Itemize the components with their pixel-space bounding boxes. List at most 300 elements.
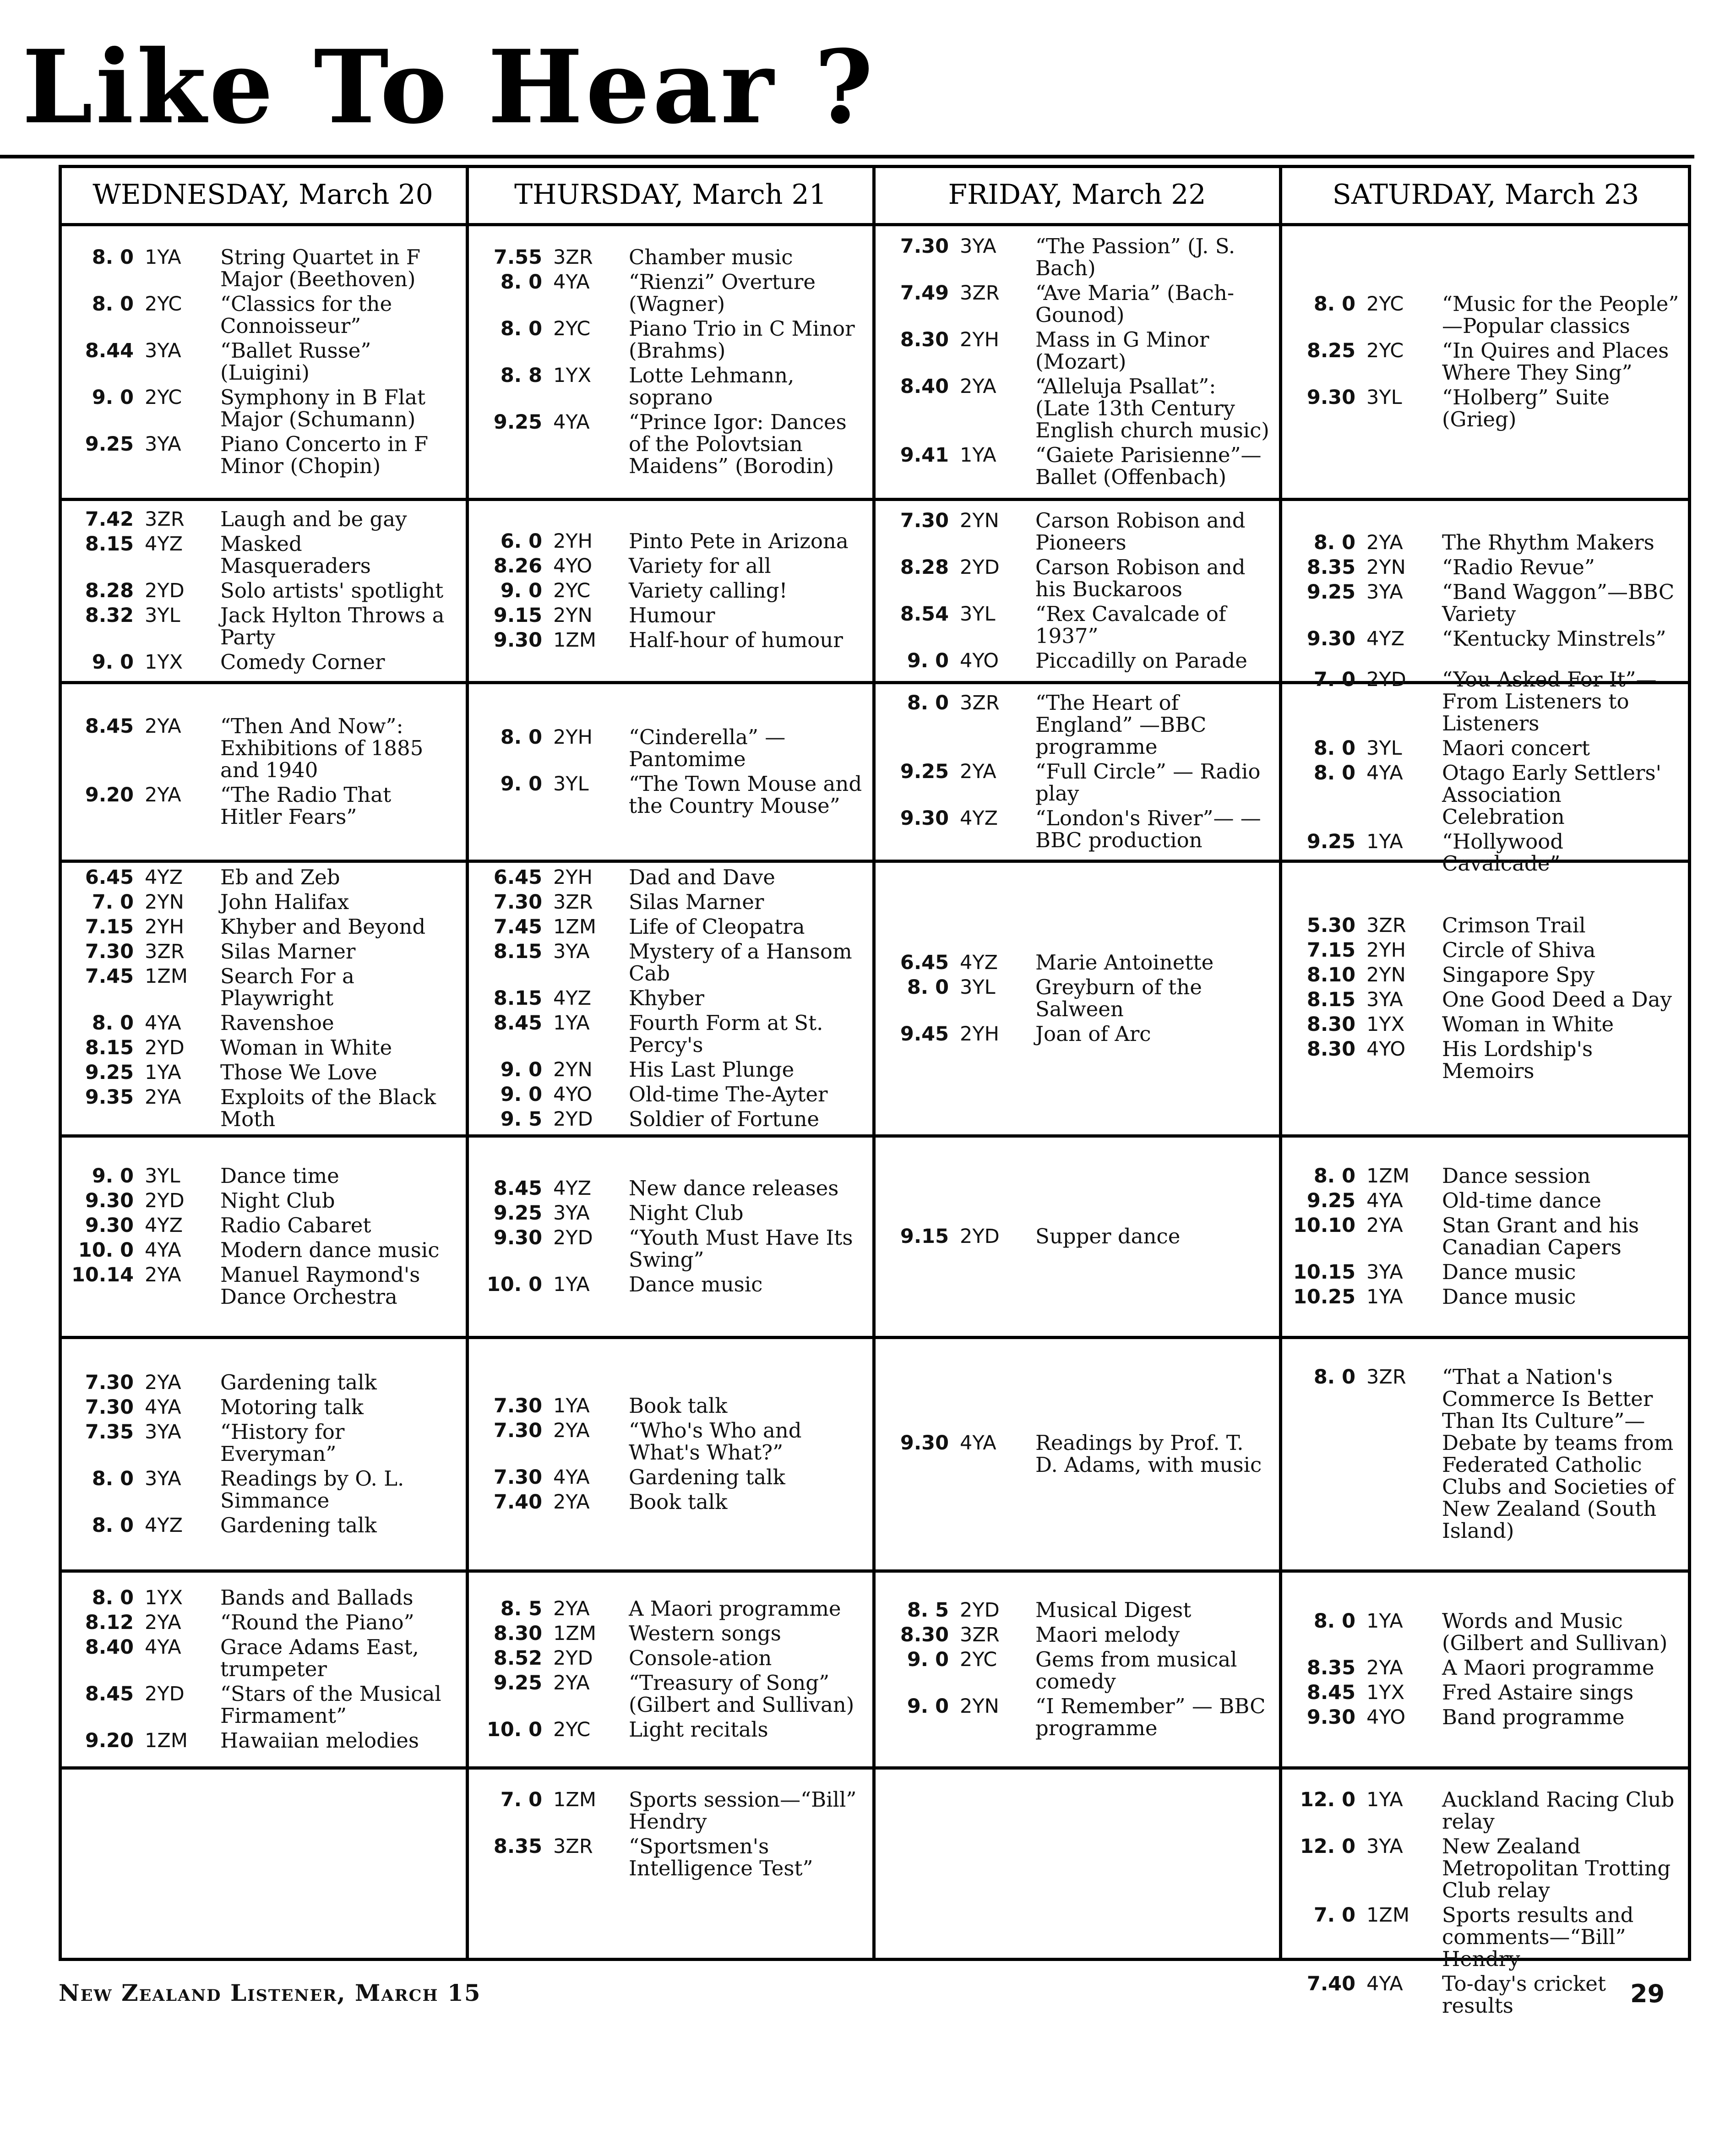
schedule-entry [1287,1682,1685,1704]
schedule-entry [1287,293,1685,337]
program-title: Singapore Spy [1442,963,1595,987]
station-code: 3YL [960,603,996,626]
station-code: 2YC [1366,339,1404,362]
program-title: Fourth Form at St. Percy's [629,1011,823,1057]
schedule-entry [473,941,867,985]
broadcast-time: 8.30 [1306,1038,1355,1061]
program-title: Radio Cabaret [220,1213,371,1237]
program-title: Khyber and Beyond [220,915,426,939]
broadcast-time: 8. 0 [92,1586,134,1609]
program-title: Stan Grant and his Canadian Capers [1442,1213,1639,1259]
station-code: 3YA [1366,1835,1403,1858]
program-title: “Gaiete Parisienne”—Ballet (Offenbach) [1035,443,1262,489]
station-code: 3ZR [960,282,1000,305]
schedule-cell [61,1770,464,1958]
broadcast-time: 8. 8 [500,364,542,387]
broadcast-time: 9.30 [900,807,949,830]
program-title: New dance releases [629,1176,839,1200]
broadcast-time: 7.45 [85,965,134,988]
schedule-entry [65,533,461,577]
schedule-entry [880,952,1274,974]
station-code: 4YA [960,1432,996,1454]
broadcast-time: 10.10 [1293,1214,1355,1237]
schedule-entry [65,1683,461,1727]
station-code: 1YA [960,444,996,467]
broadcast-time: 9. 0 [907,1648,949,1671]
broadcast-time: 8.15 [493,940,542,963]
schedule-entry [473,530,867,552]
program-title: His Last Plunge [629,1057,795,1082]
broadcast-time: 7.30 [493,1419,542,1442]
broadcast-time: 8.35 [1306,556,1355,579]
program-title: Motoring talk [220,1395,364,1419]
broadcast-time: 8.15 [493,987,542,1010]
broadcast-time: 7.45 [493,915,542,938]
schedule-entry [880,444,1274,488]
broadcast-time: 8.25 [1306,339,1355,362]
broadcast-time: 9.30 [85,1189,134,1212]
station-code: 2YN [960,509,999,532]
station-code: 3ZR [553,891,593,914]
program-title: Silas Marner [629,890,764,914]
program-title: “You Asked For It”— From Listeners to Listeners [1442,667,1657,735]
schedule-cell [876,1574,1278,1765]
day-header: SATURDAY, March 23 [1332,179,1639,211]
program-title: Readings by Prof. T. D. Adams, with music [1035,1431,1262,1477]
broadcast-time: 8.40 [85,1636,134,1659]
station-code: 1ZM [553,629,596,652]
program-title: “Classics for the Connoisseur” [220,292,392,338]
station-code: 2YD [553,1108,593,1131]
program-title: Night Club [629,1201,744,1225]
schedule-entry [473,629,867,651]
station-code: 3YL [960,976,996,999]
station-code: 4YO [960,649,999,672]
broadcast-time: 8. 0 [500,317,542,340]
schedule-entry [65,1215,461,1236]
program-title: Comedy Corner [220,650,385,674]
station-code: 2YC [553,317,591,340]
broadcast-time: 8. 0 [1313,737,1355,760]
program-title: A Maori programme [1442,1656,1654,1680]
station-code: 3YA [1366,988,1403,1011]
schedule-entry [65,1190,461,1212]
station-code: 1ZM [553,1622,596,1645]
program-title: Exploits of the Black Moth [220,1085,436,1131]
schedule-entry [1287,532,1685,554]
broadcast-time: 8.45 [85,715,134,738]
row-divider [59,1569,1691,1573]
program-title: Book talk [629,1394,728,1418]
station-code: 2YA [145,1264,181,1286]
program-title: “Music for the People” —Popular classics [1442,292,1679,338]
broadcast-time: 9.25 [1306,830,1355,853]
schedule-entry [880,329,1274,373]
row-divider [59,1336,1691,1339]
schedule-entry [473,318,867,362]
broadcast-time: 7.30 [85,1396,134,1419]
program-title: Laugh and be gay [220,507,407,531]
station-code: 2YA [1366,1656,1403,1679]
schedule-entry [1287,737,1685,759]
program-title: “Rienzi” Overture (Wagner) [629,270,816,316]
program-title: Lotte Lehmann, soprano [629,363,795,409]
station-code: 2YD [145,1036,185,1059]
schedule-entry [1287,762,1685,828]
schedule-entry [473,1466,867,1488]
broadcast-time: 8.30 [493,1622,542,1645]
schedule-cell [876,1770,1278,1958]
broadcast-time: 8.30 [1306,1013,1355,1036]
broadcast-time: 9. 0 [500,1083,542,1106]
program-title: “Band Waggon”—BBC Variety [1442,580,1675,626]
schedule-entry [473,1420,867,1464]
schedule-cell [61,1574,464,1765]
publication-footer: New Zealand Listener, March 15 [59,1979,481,2006]
schedule-entry [65,784,461,828]
station-code: 1YA [1366,1788,1403,1811]
schedule-entry [65,1012,461,1034]
program-title: Hawaiian melodies [220,1728,419,1753]
program-title: Manuel Raymond's Dance Orchestra [220,1263,420,1309]
broadcast-time: 8.44 [85,339,134,362]
broadcast-time: 10. 0 [486,1718,542,1741]
schedule-cell [876,227,1278,496]
schedule-cell [470,1138,871,1334]
day-header: FRIDAY, March 22 [948,179,1206,211]
broadcast-time: 8.28 [85,579,134,602]
schedule-entry [880,976,1274,1020]
station-code: 3YA [553,940,590,963]
program-title: Book talk [629,1490,728,1514]
station-code: 2YH [1366,939,1406,962]
schedule-entry [65,1037,461,1059]
program-title: Mystery of a Hansom Cab [629,939,852,986]
program-title: Modern dance music [220,1238,440,1262]
schedule-entry [1287,1215,1685,1258]
station-code: 3YA [145,339,181,362]
station-code: 4YA [145,1396,181,1419]
station-code: 3ZR [960,1623,1000,1646]
broadcast-time: 8. 0 [907,976,949,999]
schedule-entry [1287,1366,1685,1542]
broadcast-time: 7. 0 [92,891,134,914]
broadcast-time: 7.42 [85,508,134,531]
schedule-entry [1287,1789,1685,1833]
broadcast-time: 6. 0 [500,530,542,553]
broadcast-time: 7.30 [900,235,949,258]
program-title: “That a Nation's Commerce Is Better Than Its Culture”—Debate by teams from Federated Catholic Clubs and Societies of New Zealand (South Island) [1442,1365,1675,1543]
broadcast-time: 9.30 [1306,627,1355,650]
broadcast-time: 9. 0 [500,579,542,602]
program-title: John Halifax [220,890,349,914]
day-header: WEDNESDAY, March 20 [93,179,433,211]
broadcast-time: 9.25 [85,1061,134,1084]
program-title: “The Town Mouse and the Country Mouse” [629,772,862,818]
program-title: To-day's cricket results [1442,1972,1606,2018]
broadcast-time: 7.30 [493,1466,542,1489]
schedule-entry [1287,1973,1685,2017]
station-code: 2YN [553,604,593,627]
schedule-entry [473,1623,867,1645]
station-code: 2YA [553,1672,590,1694]
broadcast-time: 7.30 [493,891,542,914]
program-title: “Cinderella” — Pantomime [629,725,786,771]
broadcast-time: 9. 0 [92,651,134,674]
station-code: 1ZM [145,965,188,988]
program-title: Jack Hylton Throws a Party [220,603,445,649]
broadcast-time: 10.25 [1293,1285,1355,1308]
schedule-entry [1287,1261,1685,1283]
schedule-entry [473,605,867,626]
station-code: 4YO [553,1083,593,1106]
station-code: 2YC [145,386,182,409]
program-title: Dance music [1442,1285,1576,1309]
program-title: Words and Music (Gilbert and Sullivan) [1442,1609,1668,1655]
schedule-entry [473,1719,867,1741]
station-code: 3ZR [145,940,185,963]
station-code: 4YZ [553,1177,592,1200]
schedule-entry [65,508,461,530]
broadcast-time: 8. 0 [92,1467,134,1490]
broadcast-time: 8.30 [900,328,949,351]
station-code: 4YA [145,1636,181,1659]
program-title: “Stars of the Musical Firmament” [220,1682,441,1728]
column-divider [1279,165,1282,1961]
station-code: 2YA [145,784,181,806]
broadcast-time: 10. 0 [486,1273,542,1296]
broadcast-time: 9.41 [900,444,949,467]
schedule-entry [65,605,461,648]
station-code: 3YA [960,235,996,258]
broadcast-time: 12. 0 [1300,1835,1355,1858]
schedule-entry [473,1084,867,1106]
broadcast-time: 7.49 [900,282,949,305]
schedule-entry [65,1396,461,1418]
broadcast-time: 8.35 [1306,1656,1355,1679]
program-title: Eb and Zeb [220,865,340,889]
schedule-entry [880,1649,1274,1693]
station-code: 4YA [1366,1972,1403,1995]
schedule-entry [473,1227,867,1271]
station-code: 2YA [1366,531,1403,554]
schedule-cell [1283,864,1688,1133]
program-title: Carson Robison and Pioneers [1035,508,1246,555]
program-title: Gardening talk [629,1465,785,1489]
broadcast-time: 9.15 [493,604,542,627]
broadcast-time: 9. 0 [500,773,542,795]
broadcast-time: 7. 0 [500,1788,542,1811]
station-code: 2YA [553,1597,590,1620]
schedule-cell [61,502,464,680]
station-code: 2YA [145,1611,181,1634]
broadcast-time: 9.30 [900,1432,949,1454]
program-title: Dance time [220,1164,339,1188]
broadcast-time: 9.30 [1306,1706,1355,1729]
schedule-entry [1287,915,1685,937]
program-title: Console-ation [629,1646,772,1670]
schedule-cell [876,1340,1278,1568]
station-code: 4YA [1366,762,1403,784]
schedule-entry [880,650,1274,672]
broadcast-time: 7.15 [1306,939,1355,962]
program-title: Gems from musical comedy [1035,1647,1237,1694]
broadcast-time: 8. 0 [1313,293,1355,316]
schedule-entry [473,555,867,577]
broadcast-time: 8.45 [1306,1681,1355,1704]
schedule-cell [876,864,1278,1133]
schedule-cell [470,1770,871,1958]
program-title: Piano Trio in C Minor (Brahms) [629,316,855,363]
schedule-entry [65,1165,461,1187]
schedule-entry [1287,1657,1685,1679]
station-code: 4YO [1366,1038,1406,1061]
broadcast-time: 7.40 [493,1491,542,1514]
station-code: 1YX [1366,1013,1405,1036]
station-code: 2YA [145,1086,181,1109]
broadcast-time: 10.15 [1293,1261,1355,1284]
broadcast-time: 9.15 [900,1225,949,1248]
program-title: Band programme [1442,1705,1625,1729]
schedule-entry [1287,1190,1685,1212]
program-title: Maori concert [1442,736,1590,760]
schedule-entry [880,235,1274,279]
schedule-cell [470,864,871,1133]
schedule-entry [65,293,461,337]
broadcast-time: 8. 0 [500,726,542,749]
schedule-entry [65,1587,461,1609]
station-code: 1YA [553,1273,590,1296]
program-title: “Who's Who and What's What?” [629,1418,802,1465]
station-code: 3ZR [1366,1366,1406,1389]
broadcast-time: 8. 0 [907,692,949,714]
schedule-entry [1287,989,1685,1011]
station-code: 4YZ [1366,627,1405,650]
program-title: His Lordship's Memoirs [1442,1037,1593,1083]
program-title: Ravenshoe [220,1011,334,1035]
schedule-entry [880,692,1274,758]
station-code: 2YD [145,1683,185,1705]
schedule-entry [880,603,1274,647]
broadcast-time: 7.15 [85,915,134,938]
station-code: 2YH [553,530,593,553]
program-title: “The Radio That Hitler Fears” [220,783,392,829]
station-code: 1YA [553,1394,590,1417]
program-title: A Maori programme [629,1596,841,1621]
schedule-entry [65,1636,461,1680]
schedule-cell [1283,1574,1688,1765]
program-title: Silas Marner [220,939,356,964]
station-code: 2YC [553,1718,591,1741]
program-title: “History for Everyman” [220,1420,345,1466]
broadcast-time: 9.20 [85,784,134,806]
page-headline: Like To Hear ? [22,27,876,146]
schedule-entry [1287,1165,1685,1187]
broadcast-time: 8.40 [900,375,949,398]
program-title: Chamber music [629,245,793,269]
station-code: 2YA [960,375,996,398]
broadcast-time: 7.30 [85,940,134,963]
schedule-cell [61,685,464,858]
broadcast-time: 10.14 [71,1264,134,1286]
broadcast-time: 8. 5 [500,1597,542,1620]
schedule-entry [65,866,461,888]
schedule-entry [473,1836,867,1879]
schedule-entry [473,726,867,770]
schedule-entry [880,1695,1274,1739]
station-code: 1ZM [553,1788,596,1811]
station-code: 2YD [1366,668,1406,691]
schedule-entry [880,1226,1274,1247]
schedule-cell [61,1340,464,1568]
schedule-cell [1283,1340,1688,1568]
schedule-entry [1287,939,1685,961]
program-title: Sports session—“Bill” Hendry [629,1787,857,1834]
broadcast-time: 8.35 [493,1835,542,1858]
broadcast-time: 9. 0 [500,1058,542,1081]
station-code: 1YA [145,1061,181,1084]
station-code: 3ZR [553,246,593,269]
station-code: 2YA [145,715,181,738]
schedule-cell [470,1574,871,1765]
station-code: 4YZ [145,866,183,889]
station-code: 2YD [960,1599,1000,1622]
station-code: 2YH [145,915,184,938]
broadcast-time: 7.30 [900,509,949,532]
program-title: Western songs [629,1621,781,1645]
broadcast-time: 9.30 [493,629,542,652]
program-title: Night Club [220,1188,335,1213]
broadcast-time: 5.30 [1306,914,1355,937]
program-title: “Ave Maria” (Bach-Gounod) [1035,281,1235,327]
program-title: Life of Cleopatra [629,915,805,939]
schedule-entry [880,807,1274,851]
schedule-entry [473,1108,867,1130]
program-title: Old-time The-Ayter [629,1082,828,1106]
station-code: 2YA [1366,1214,1403,1237]
broadcast-time: 6.45 [900,951,949,974]
program-title: “Treasury of Song” (Gilbert and Sullivan) [629,1671,854,1717]
schedule-entry [65,1062,461,1084]
broadcast-time: 7. 0 [1313,668,1355,691]
broadcast-time: 6.45 [85,866,134,889]
station-code: 2YN [553,1058,593,1081]
schedule-cell [876,1138,1278,1334]
schedule-cell [61,1138,464,1334]
broadcast-time: 8.45 [85,1683,134,1705]
schedule-entry [473,411,867,477]
station-code: 2YN [145,891,184,914]
page-number: 29 [1630,1979,1665,2008]
schedule-entry [1287,1038,1685,1082]
schedule-cell [470,227,871,496]
schedule-cell [1283,1138,1688,1334]
station-code: 2YN [1366,964,1406,986]
day-header: THURSDAY, March 21 [514,179,827,211]
station-code: 2YA [553,1419,590,1442]
broadcast-time: 8.15 [1306,988,1355,1011]
schedule-entry [473,891,867,913]
program-title: Dance music [1442,1260,1576,1284]
broadcast-time: 8. 0 [92,246,134,269]
schedule-entry [473,1598,867,1620]
row-divider [59,498,1691,501]
station-code: 3YL [145,604,180,627]
schedule-entry [65,715,461,781]
program-title: Greyburn of the Salween [1035,975,1202,1021]
schedule-entry [65,1264,461,1308]
broadcast-time: 7.30 [85,1371,134,1394]
